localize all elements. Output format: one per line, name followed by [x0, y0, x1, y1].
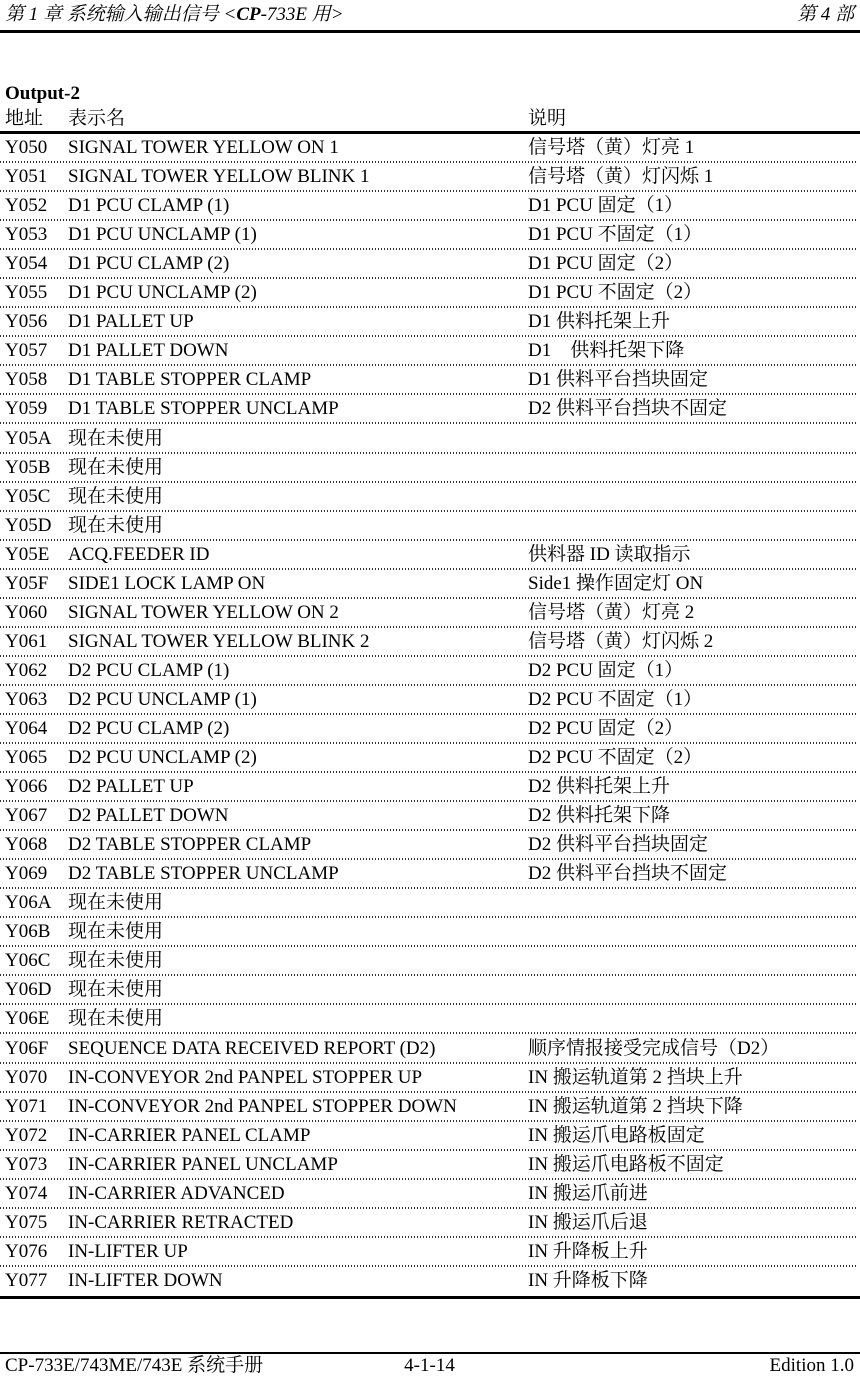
cell-description: D2 供料平台挡块固定	[528, 834, 708, 856]
table-row	[0, 628, 860, 657]
cell-name: D1 PALLET UP	[68, 311, 194, 333]
column-header-description: 说明	[528, 108, 567, 129]
cell-description: D1 PCU 固定（2）	[528, 253, 684, 275]
footer-edition: Edition 1.0	[769, 1355, 854, 1376]
cell-description: D1 供料托架下降	[528, 340, 685, 362]
cell-description: D1 PCU 不固定（1）	[528, 224, 703, 246]
table-row	[0, 483, 860, 512]
cell-description: D2 供料托架下降	[528, 805, 670, 827]
page-footer	[5, 1355, 854, 1377]
header-chapter-title	[5, 3, 344, 27]
table-row	[0, 715, 860, 744]
cell-name: D2 PCU CLAMP (1)	[68, 659, 230, 681]
cell-address: Y052	[5, 195, 48, 217]
cell-description: Side1 操作固定灯 ON	[528, 572, 704, 594]
cell-address: Y060	[5, 601, 48, 623]
cell-address: Y068	[5, 834, 48, 856]
cell-address: Y06F	[5, 1037, 49, 1059]
cell-address: Y073	[5, 1153, 48, 1175]
table-row	[0, 366, 860, 395]
cell-name: D2 TABLE STOPPER UNCLAMP	[68, 863, 339, 885]
cell-name: D1 PCU CLAMP (1)	[68, 195, 230, 217]
footer-rule	[0, 1352, 860, 1354]
cell-name: 现在未使用	[68, 514, 164, 536]
footer-manual-title: CP-733E/743ME/743E 系统手册	[5, 1355, 264, 1376]
cell-name: IN-CARRIER PANEL UNCLAMP	[68, 1153, 338, 1175]
cell-description: 供料器 ID 读取指示	[528, 543, 691, 565]
cell-name: IN-LIFTER UP	[68, 1240, 188, 1262]
cell-address: Y055	[5, 282, 48, 304]
cell-address: Y06E	[5, 1008, 50, 1030]
cell-address: Y05B	[5, 456, 51, 478]
table-row	[0, 1064, 860, 1093]
cell-address: Y054	[5, 253, 48, 275]
cell-description: D1 PCU 固定（1）	[528, 195, 684, 217]
cell-address: Y062	[5, 659, 48, 681]
cell-name: SIGNAL TOWER YELLOW ON 2	[68, 601, 339, 623]
cell-address: Y05F	[5, 572, 49, 594]
cell-address: Y053	[5, 224, 48, 246]
table-row	[0, 831, 860, 860]
cell-name: SIGNAL TOWER YELLOW ON 1	[68, 137, 339, 159]
table-row	[0, 221, 860, 250]
table-row	[0, 976, 860, 1005]
table-row	[0, 1034, 860, 1063]
cell-address: Y061	[5, 630, 48, 652]
table-bottom-rule	[0, 1296, 860, 1299]
table-row	[0, 1151, 860, 1180]
cell-address: Y06C	[5, 950, 51, 972]
cell-address: Y059	[5, 398, 48, 420]
cell-name: 现在未使用	[68, 892, 164, 914]
cell-address: Y075	[5, 1211, 48, 1233]
cell-address: Y05A	[5, 427, 52, 449]
cell-description: IN 搬运爪电路板固定	[528, 1124, 705, 1146]
header-chapter-post: -733E 用>	[260, 4, 344, 25]
cell-address: Y05E	[5, 543, 50, 565]
cell-description: IN 搬运爪前进	[528, 1182, 648, 1204]
column-header-address: 地址	[5, 108, 44, 129]
cell-address: Y057	[5, 340, 48, 362]
cell-description: D2 PCU 不固定（2）	[528, 747, 703, 769]
cell-name: SIDE1 LOCK LAMP ON	[68, 572, 266, 594]
cell-address: Y06B	[5, 921, 51, 943]
table-row	[0, 308, 860, 337]
cell-address: Y058	[5, 369, 48, 391]
cell-address: Y063	[5, 688, 48, 710]
cell-description: D2 供料平台挡块不固定	[528, 863, 727, 885]
cell-name: D1 TABLE STOPPER UNCLAMP	[68, 398, 339, 420]
cell-address: Y050	[5, 137, 48, 159]
table-row	[0, 686, 860, 715]
table-row	[0, 657, 860, 686]
table-row	[0, 279, 860, 308]
cell-name: IN-CONVEYOR 2nd PANPEL STOPPER DOWN	[68, 1095, 457, 1117]
table-column-headers	[0, 108, 860, 130]
header-part-label: 第 4 部	[796, 4, 854, 25]
table-row	[0, 1238, 860, 1267]
column-header-name: 表示名	[68, 108, 126, 129]
cell-description: IN 升降板下降	[528, 1269, 648, 1291]
table-row	[0, 1093, 860, 1122]
table-row	[0, 773, 860, 802]
table-row	[0, 1209, 860, 1238]
cell-description: IN 搬运轨道第 2 挡块上升	[528, 1066, 743, 1088]
table-row	[0, 889, 860, 918]
cell-address: Y071	[5, 1095, 48, 1117]
table-row	[0, 395, 860, 424]
cell-description: 顺序情报接受完成信号（D2）	[528, 1037, 780, 1059]
table-row	[0, 570, 860, 599]
cell-name: D2 PALLET UP	[68, 776, 194, 798]
header-rule	[0, 30, 860, 33]
cell-description: 信号塔（黄）灯闪烁 2	[528, 630, 714, 652]
page-header	[5, 3, 854, 27]
cell-name: D1 PALLET DOWN	[68, 340, 229, 362]
cell-name: D2 PCU UNCLAMP (1)	[68, 688, 257, 710]
cell-address: Y065	[5, 747, 48, 769]
cell-name: D2 PCU CLAMP (2)	[68, 717, 230, 739]
table-row	[0, 454, 860, 483]
cell-name: D1 PCU UNCLAMP (1)	[68, 224, 257, 246]
cell-name: 现在未使用	[68, 921, 164, 943]
cell-name: IN-CONVEYOR 2nd PANPEL STOPPER UP	[68, 1066, 423, 1088]
cell-address: Y06D	[5, 979, 52, 1001]
cell-address: Y070	[5, 1066, 48, 1088]
cell-address: Y06A	[5, 892, 52, 914]
cell-name: D2 PALLET DOWN	[68, 805, 229, 827]
table-row	[0, 802, 860, 831]
table-row	[0, 599, 860, 628]
table-row	[0, 512, 860, 541]
cell-description: IN 搬运轨道第 2 挡块下降	[528, 1095, 743, 1117]
cell-name: SEQUENCE DATA RECEIVED REPORT (D2)	[68, 1037, 436, 1059]
table-row	[0, 1005, 860, 1034]
cell-name: D2 PCU UNCLAMP (2)	[68, 747, 257, 769]
cell-description: D1 PCU 不固定（2）	[528, 282, 703, 304]
cell-address: Y05C	[5, 485, 51, 507]
cell-name: IN-CARRIER PANEL CLAMP	[68, 1124, 311, 1146]
table-row	[0, 744, 860, 773]
cell-description: 信号塔（黄）灯闪烁 1	[528, 166, 714, 188]
footer-page-number: 4-1-14	[404, 1355, 455, 1376]
cell-description: IN 搬运爪后退	[528, 1211, 648, 1233]
table-row	[0, 192, 860, 221]
cell-address: Y074	[5, 1182, 48, 1204]
table-row	[0, 947, 860, 976]
cell-name: IN-CARRIER ADVANCED	[68, 1182, 285, 1204]
table-row	[0, 250, 860, 279]
cell-description: D2 PCU 固定（1）	[528, 659, 684, 681]
cell-address: Y069	[5, 863, 48, 885]
cell-address: Y051	[5, 166, 48, 188]
table-row	[0, 424, 860, 453]
table-row	[0, 1122, 860, 1151]
table-row	[0, 1267, 860, 1296]
cell-name: 现在未使用	[68, 485, 164, 507]
cell-name: D1 TABLE STOPPER CLAMP	[68, 369, 312, 391]
cell-name: IN-CARRIER RETRACTED	[68, 1211, 294, 1233]
cell-description: IN 搬运爪电路板不固定	[528, 1153, 724, 1175]
cell-description: D2 PCU 不固定（1）	[528, 688, 703, 710]
cell-address: Y056	[5, 311, 48, 333]
cell-name: 现在未使用	[68, 456, 164, 478]
cell-name: D1 PCU UNCLAMP (2)	[68, 282, 257, 304]
cell-name: ACQ.FEEDER ID	[68, 543, 210, 565]
cell-name: 现在未使用	[68, 979, 164, 1001]
cell-description: 信号塔（黄）灯亮 2	[528, 601, 695, 623]
cell-address: Y076	[5, 1240, 48, 1262]
cell-description: D2 PCU 固定（2）	[528, 717, 684, 739]
cell-name: SIGNAL TOWER YELLOW BLINK 2	[68, 630, 370, 652]
cell-address: Y064	[5, 717, 48, 739]
cell-address: Y077	[5, 1269, 48, 1291]
cell-address: Y067	[5, 805, 48, 827]
cell-description: IN 升降板上升	[528, 1240, 648, 1262]
cell-name: 现在未使用	[68, 427, 164, 449]
cell-name: IN-LIFTER DOWN	[68, 1269, 223, 1291]
cell-name: D2 TABLE STOPPER CLAMP	[68, 834, 312, 856]
signal-table	[0, 134, 860, 1296]
header-brand: CP	[236, 4, 261, 25]
table-row	[0, 337, 860, 366]
table-row	[0, 134, 860, 163]
cell-description: D1 供料托架上升	[528, 311, 670, 333]
cell-description: 信号塔（黄）灯亮 1	[528, 137, 695, 159]
cell-description: D2 供料平台挡块不固定	[528, 398, 727, 420]
table-row	[0, 918, 860, 947]
table-row	[0, 860, 860, 889]
cell-address: Y066	[5, 776, 48, 798]
table-row	[0, 1180, 860, 1209]
cell-name: D1 PCU CLAMP (2)	[68, 253, 230, 275]
cell-description: D1 供料平台挡块固定	[528, 369, 708, 391]
cell-address: Y072	[5, 1124, 48, 1146]
cell-description: D2 供料托架上升	[528, 776, 670, 798]
header-chapter-pre: 第 1 章 系统输入输出信号 <	[5, 4, 237, 25]
cell-name: 现在未使用	[68, 950, 164, 972]
cell-address: Y05D	[5, 514, 52, 536]
table-row	[0, 163, 860, 192]
cell-name: SIGNAL TOWER YELLOW BLINK 1	[68, 166, 370, 188]
section-title: Output-2	[5, 83, 80, 104]
cell-name: 现在未使用	[68, 1008, 164, 1030]
table-row	[0, 541, 860, 570]
